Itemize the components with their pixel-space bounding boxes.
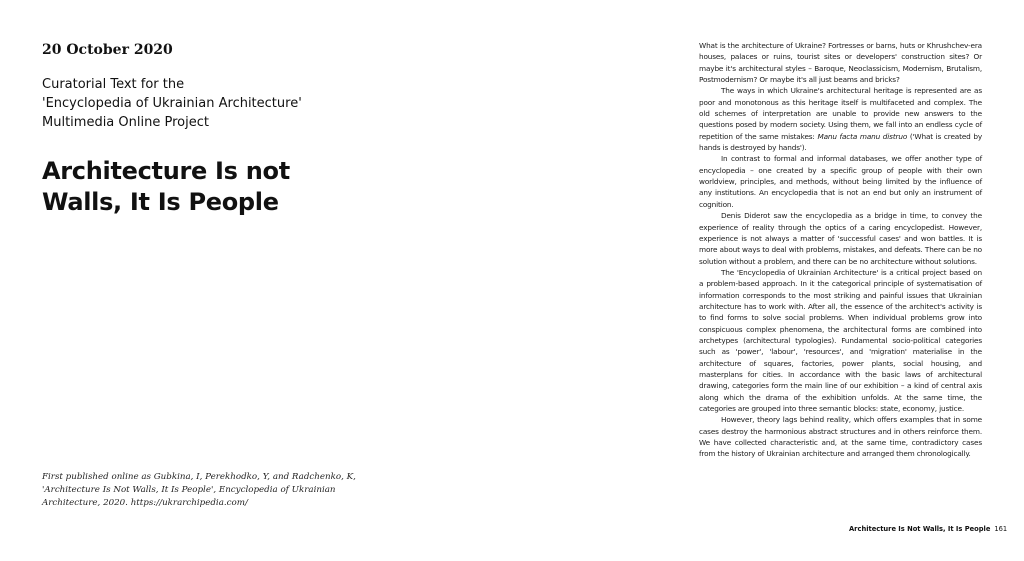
- date-heading: 20 October 2020: [42, 42, 173, 58]
- subtitle: [42, 75, 372, 132]
- note-line: Architecture, 2020. https://ukrarchipedia.com/: [42, 498, 248, 508]
- title-line: Architecture Is not: [42, 157, 290, 185]
- subtitle-line: Curatorial Text for the: [42, 77, 185, 92]
- subtitle-line: Multimedia Online Project: [42, 115, 209, 130]
- subtitle-line: 'Encyclopedia of Ukrainian Architecture': [42, 96, 302, 111]
- running-footer: [849, 525, 1007, 533]
- page-number: 161: [994, 525, 1008, 533]
- note-line: 'Architecture Is Not Walls, It Is People', Encyclopedia of Ukrainian: [42, 485, 336, 495]
- note-line: First published online as Gubkina, I, Perekhodko, Y, and Radchenko, K,: [42, 472, 356, 482]
- paragraph-text: ('What is created by hands is destroyed by hands').: [699, 131, 982, 153]
- paragraph: [699, 85, 982, 153]
- page-title: [42, 156, 362, 218]
- paragraph: In contrast to formal and informal databases, we offer another type of encyclopedia – one created by a specific group of people with their own worldview, principles, and methods, without being limited by the influence of any institutions. An encyclopedia that is not an end but only an instrument of cognition.: [699, 154, 982, 209]
- body-text: [699, 40, 982, 460]
- paragraph: However, theory lags behind reality, which offers examples that in some cases destroy the harmonious abstract structures and in others reinforce them. We have collected characteristic and, at the same time, contradictory cases from the history of Ukrainian architecture and arranged them chronologically.: [699, 415, 982, 459]
- right-page: [512, 0, 1024, 561]
- paragraph-text: The ways in which Ukraine's architectural heritage is represented are as poor and monotonous as this heritage itself is multifaceted and complex. The old schemes of interpretation are unable to provide new answers to the questions posed by modern society. Using them, we fall into an endless cycle of repetition of the same mistakes:: [699, 86, 982, 141]
- publication-note: [42, 471, 356, 510]
- paragraph: The 'Encyclopedia of Ukrainian Architecture' is a critical project based on a problem-based approach. In it the categorical principle of systematisation of information corresponds to the most striking and painful issues that Ukrainian architecture has to work with. After all, the essence of the architect's activity is to find forms to solve social problems. When individual problems grow into conspicuous complex phenomena, the architectural forms are combined into archetypes (architectural typologies). Fundamental socio-political categories such as 'power', 'labour', 'resources', and 'migration' materialise in the architecture of squares, factories, power plants, social housing, and masterplans for cities. In accordance with the basic laws of architectural drawing, categories form the main line of our exhibition – a kind of central axis along which the drama of the exhibition unfolds. At the same time, the categories are grouped into three semantic blocks: state, economy, justice.: [699, 267, 982, 413]
- footer-title: Architecture Is Not Walls, It Is People: [849, 525, 991, 533]
- paragraph: Denis Diderot saw the encyclopedia as a bridge in time, to convey the experience of reality through the optics of a caring encyclopedist. However, experience is not always a matter of 'successful cases' and won battles. It is more about ways to deal with problems, mistakes, and defeats. There can be no solution without a problem, and there can be no architecture without solutions.: [699, 211, 982, 266]
- paragraph: What is the architecture of Ukraine? Fortresses or barns, huts or Khrushchev-era houses, palaces or ruins, tourist sites or developers' construction sites? Or maybe it's architectural styles – Baroque, Neoclassicism, Modernism, Brutalism, Postmodernism? Or maybe it's all just beams and bricks?: [699, 41, 982, 85]
- latin-quote: Manu facta manu distruo: [817, 131, 908, 141]
- title-line: Walls, It Is People: [42, 188, 279, 216]
